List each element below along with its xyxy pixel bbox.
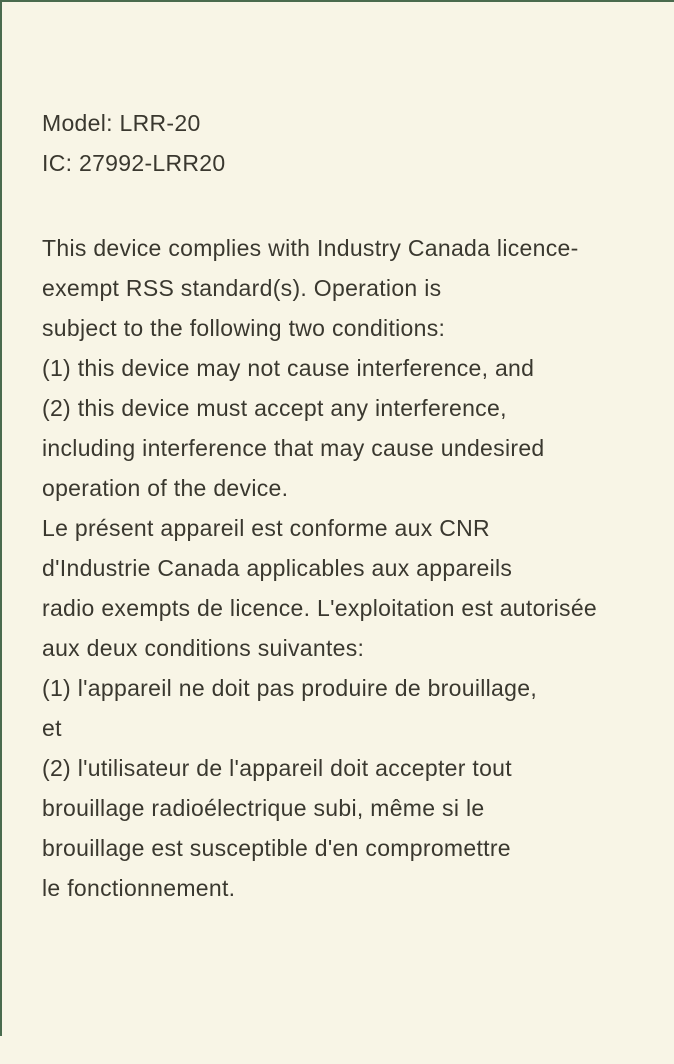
ic-number-line: IC: 27992-LRR20 xyxy=(42,150,226,176)
text-line: le fonctionnement. xyxy=(42,875,236,901)
text-line: et xyxy=(42,715,62,741)
text-line: brouillage radioélectrique subi, même si le xyxy=(42,795,485,821)
regulatory-text-block xyxy=(42,103,668,908)
text-line: including interference that may cause undesired xyxy=(42,435,545,461)
page-frame-left-border xyxy=(0,0,2,1036)
french-compliance-paragraph xyxy=(42,508,668,908)
text-line: subject to the following two conditions: xyxy=(42,315,446,341)
text-line: (1) l'appareil ne doit pas produire de brouillage, xyxy=(42,675,538,701)
model-number-line: Model: LRR-20 xyxy=(42,110,201,136)
text-line: Le présent appareil est conforme aux CNR xyxy=(42,515,490,541)
text-line: d'Industrie Canada applicables aux appareils xyxy=(42,555,513,581)
text-line: (2) this device must accept any interference, xyxy=(42,395,507,421)
text-line: This device complies with Industry Canada licence- xyxy=(42,235,579,261)
text-line: brouillage est susceptible d'en compromettre xyxy=(42,835,511,861)
text-line: (2) l'utilisateur de l'appareil doit accepter tout xyxy=(42,755,512,781)
text-line: (1) this device may not cause interference, and xyxy=(42,355,535,381)
text-line: exempt RSS standard(s). Operation is xyxy=(42,275,442,301)
text-line: operation of the device. xyxy=(42,475,289,501)
english-compliance-paragraph xyxy=(42,228,668,508)
text-line: radio exempts de licence. L'exploitation est autorisée xyxy=(42,595,598,621)
text-line: aux deux conditions suivantes: xyxy=(42,635,365,661)
page-frame-top-border xyxy=(0,0,674,2)
